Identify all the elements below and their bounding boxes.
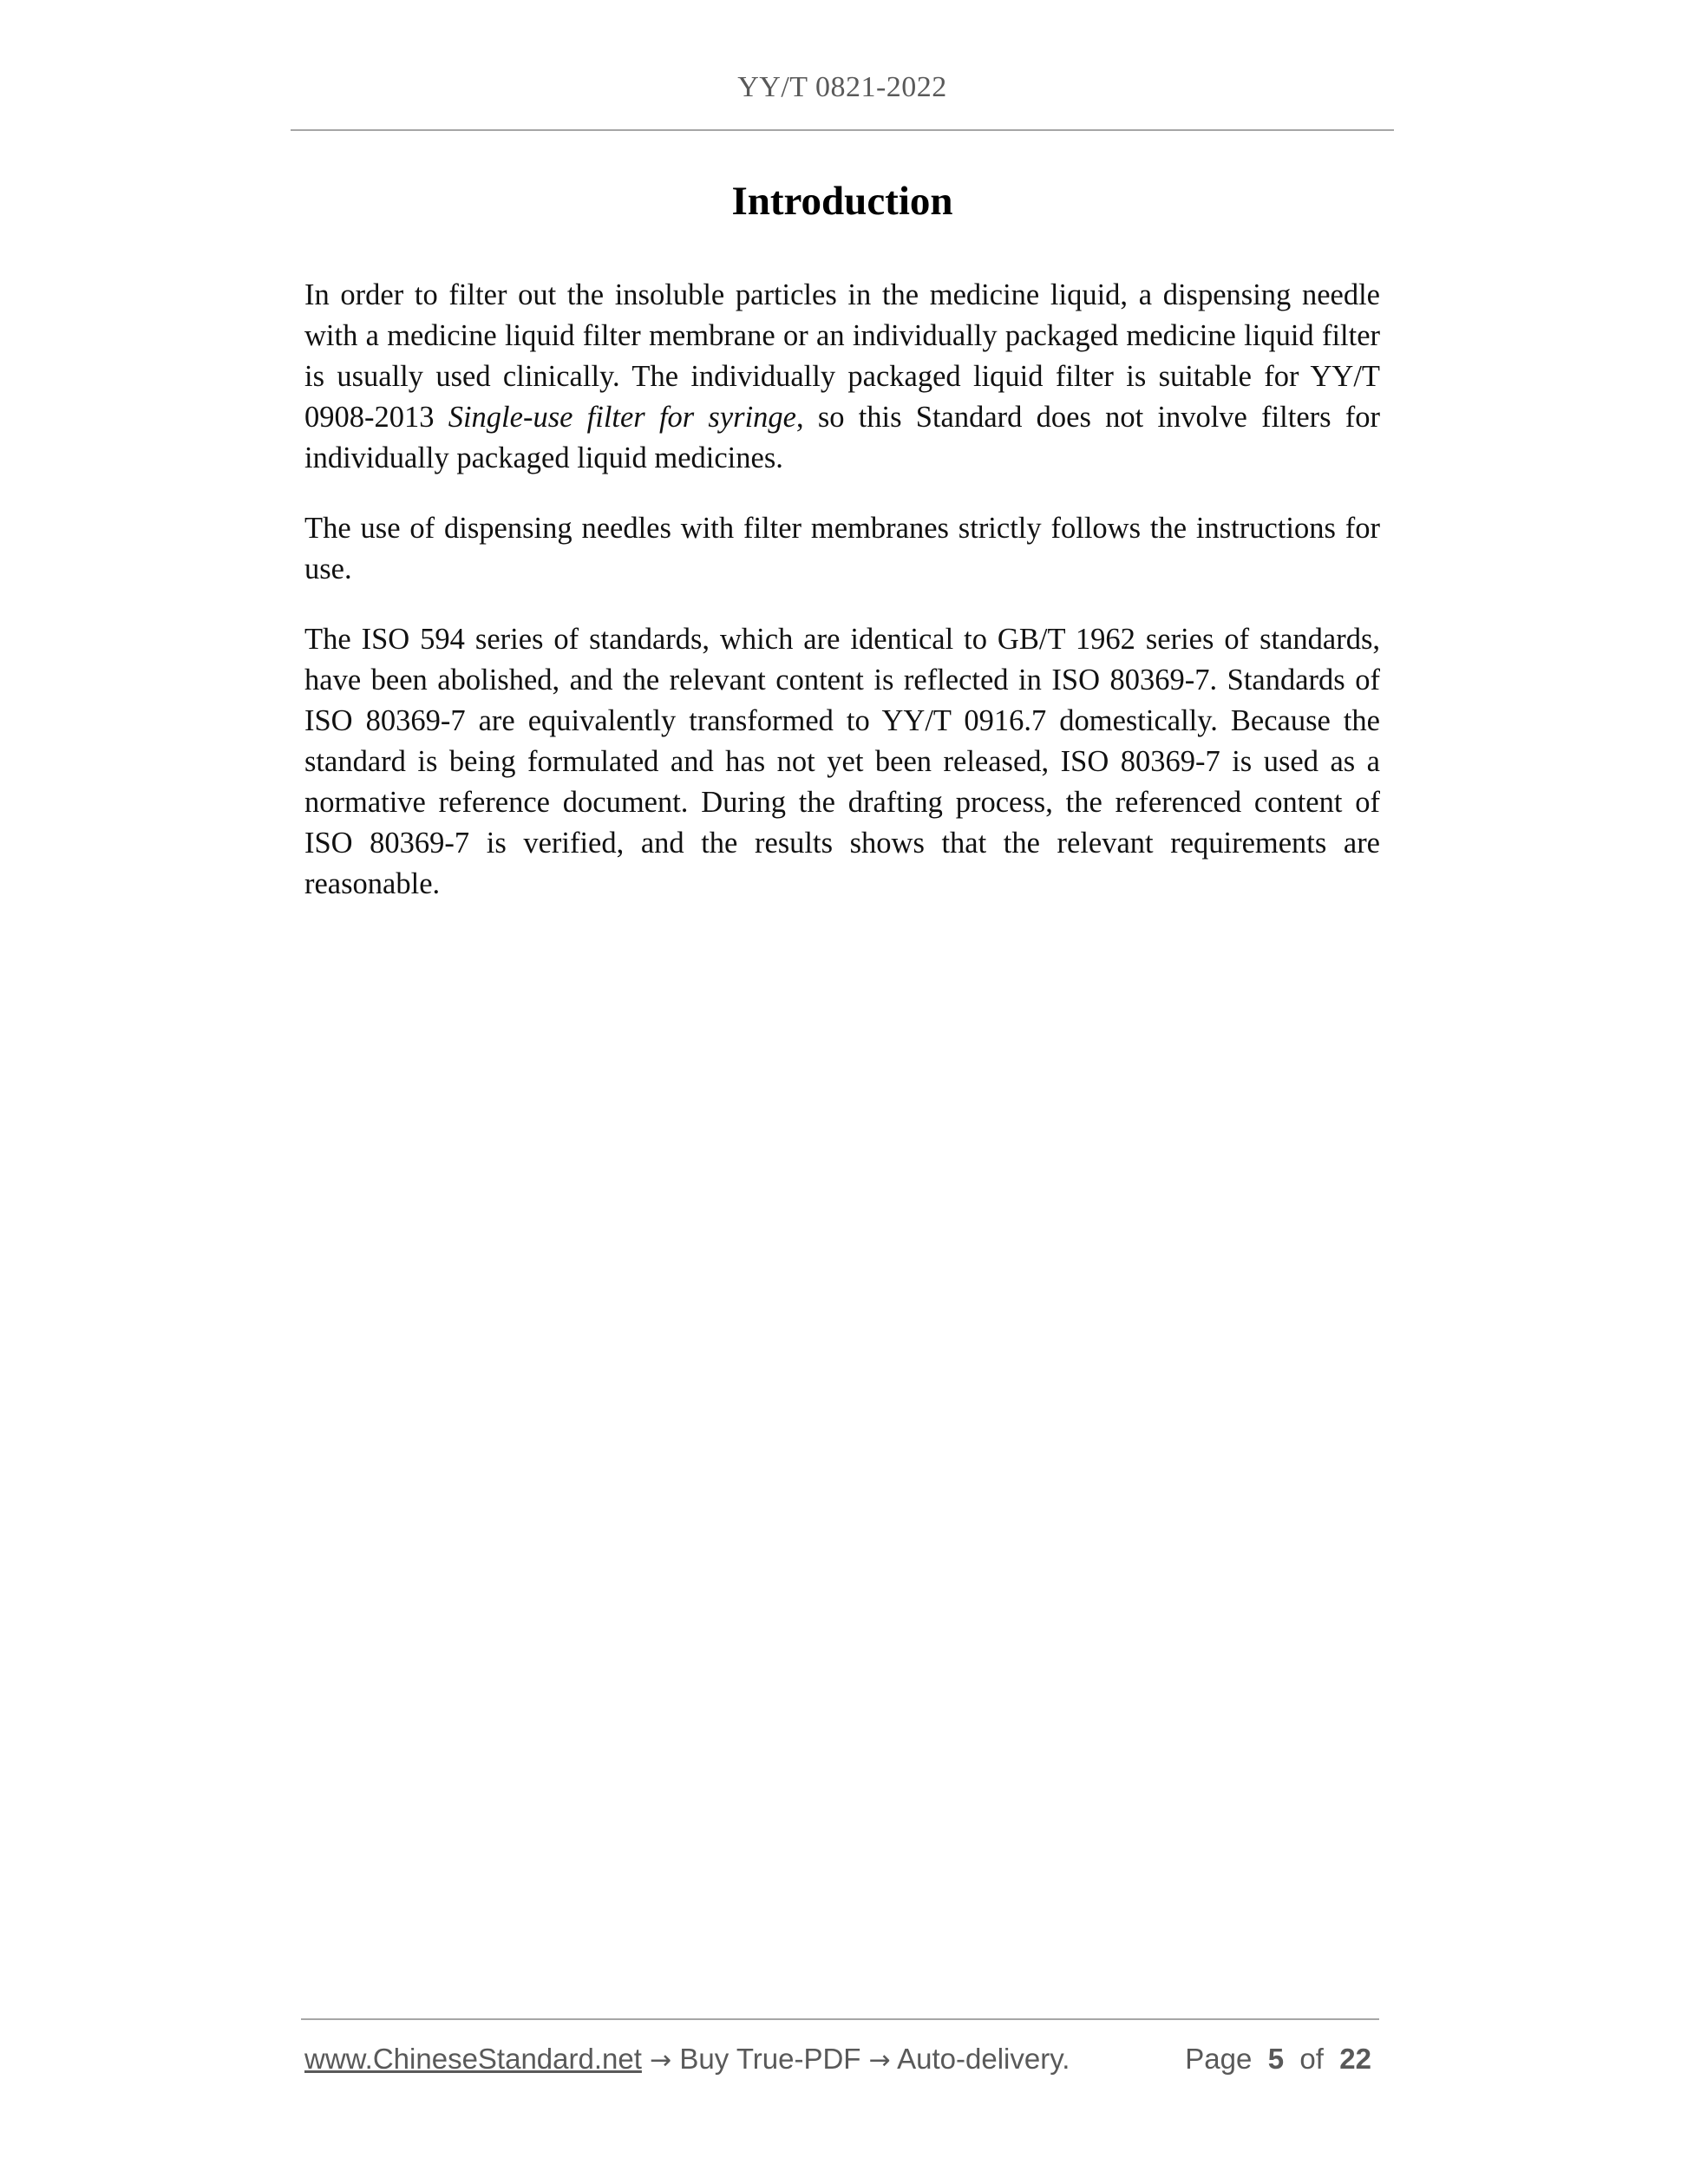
footer-divider [301, 2018, 1379, 2020]
introduction-body [304, 275, 1380, 934]
auto-delivery-text: Auto-delivery. [897, 2043, 1070, 2075]
header-divider [291, 129, 1394, 131]
paragraph-3: The ISO 594 series of standards, which are identical to GB/T 1962 series of standards, have been abolished, and the relevant content is reflected in ISO 80369-7. Standards of ISO 80369-7 are equivalently transformed to YY/T 0916.7 domestically. Because the standard is being formulated and has not yet been released, ISO 80369-7 is used as a normative reference document. During the drafting process, the referenced content of ISO 80369-7 is verified, and the results shows that the relevant requirements are reasonable. [304, 623, 1380, 900]
page-label: Page [1185, 2043, 1253, 2075]
page-title: Introduction [731, 179, 953, 224]
buy-true-pdf-text: Buy True-PDF [679, 2043, 861, 2075]
paragraph-1 [304, 275, 1380, 479]
paragraph-1-text-end: , so this Standard does not involve filters for individually packaged liquid medicines. [304, 401, 1380, 474]
right-arrow-icon: → [868, 2045, 891, 2076]
right-arrow-icon: → [650, 2045, 672, 2076]
paragraph-2: The use of dispensing needles with filter membranes strictly follows the instructions for use. [304, 512, 1380, 585]
standard-title-italic: Single-use filter for syringe [448, 401, 796, 434]
page-current: 5 [1267, 2043, 1285, 2075]
page-total: 22 [1339, 2043, 1371, 2075]
document-code-header: YY/T 0821-2022 [737, 71, 947, 103]
page-number [1185, 2043, 1371, 2076]
paragraph-1-text-start: In order to filter out the insoluble particles in the medicine liquid, a dispensing needle with a medicine liquid filter membrane or an individually packaged medicine liquid filter is usually used clinically. The individually packaged liquid filter is suitable for YY/T 0908-2013 [304, 278, 1380, 434]
footer-promo [304, 2043, 1070, 2076]
chinesestandard-link[interactable]: www.ChineseStandard.net [304, 2043, 642, 2075]
page-of-label: of [1299, 2043, 1324, 2075]
